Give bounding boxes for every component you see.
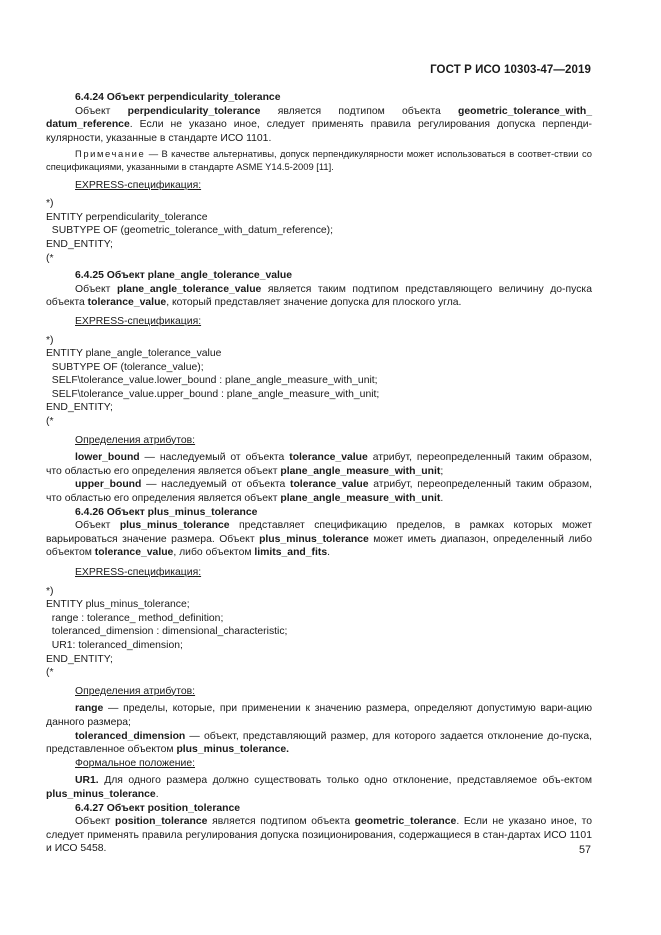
attribute-definition (46, 702, 592, 729)
attribute-definition (46, 730, 592, 757)
section-6-4-27-paragraph (46, 815, 592, 856)
formal-propositions-label: Формальное положение: (75, 757, 195, 769)
code-line: (* (46, 667, 54, 679)
entity-name: geometric_tolerance (354, 816, 457, 828)
text: Для одного размера должно существовать только одно отклонение, представляемое объ-ектом (98, 775, 592, 787)
text: , который представляет значение допуска для плоского угла. (166, 297, 462, 309)
section-6-4-25-paragraph (46, 283, 592, 310)
entity-name: position_tolerance (115, 816, 208, 828)
entity-name: limits_and_fits (254, 547, 328, 559)
text: . (440, 493, 444, 505)
code-line: SELF\tolerance_value.lower_bound : plane_angle_measure_with_unit; (46, 375, 378, 387)
entity-name: plus_minus_tolerance (119, 520, 230, 532)
code-line: END_ENTITY; (46, 238, 113, 250)
code-line: toleranced_dimension : dimensional_characteristic; (46, 626, 288, 638)
note-text: — В качестве альтернативы, допуск перпендикулярности может использоваться в соответ-ствии со спецификациями, указанными в стандарте ASME Y14.5-2009 [11]. (46, 148, 592, 172)
text: представляет спецификацию пределов, в рамках которых может варьироваться значение размера. Объект (46, 520, 592, 545)
code-line: range : tolerance_ method_definition; (46, 612, 224, 624)
section-heading-6-4-25: 6.4.25 Объект plane_angle_tolerance_value (75, 270, 293, 282)
attribute-name: toleranced_dimension (75, 730, 186, 742)
attribute-definition (46, 451, 592, 478)
entity-name: perpendicularity_tolerance (127, 105, 261, 117)
text: атрибут, переопределенный таким образом, что областью его определения является объект (46, 479, 592, 505)
text: — наследуемый от объекта (141, 479, 290, 491)
code-line: END_ENTITY; (46, 653, 113, 665)
text: Объект (75, 105, 128, 117)
text: является таким подтипом представляющего величину до-пуска объекта (46, 283, 592, 309)
text: . Если не указано иное, то следует применять правила регулирования допуска позиционирования, содержащиеся в стан-дартах ИСО 1101 и ИСО 5458. (46, 816, 592, 855)
entity-name: geometric_tolerance_with_ datum_reference (46, 105, 592, 131)
entity-name: plus_minus_tolerance (259, 533, 369, 545)
code-line: (* (46, 416, 54, 428)
page-content (46, 91, 592, 856)
code-line: UR1: toleranced_dimension; (46, 639, 183, 651)
section-6-4-24-paragraph (46, 105, 592, 146)
formal-proposition (46, 774, 592, 801)
text: , либо объектом (173, 547, 255, 559)
code-line: SELF\tolerance_value.upper_bound : plane_angle_measure_with_unit; (46, 388, 380, 400)
attribute-name: upper_bound (75, 479, 142, 491)
attribute-definitions-label: Определения атрибутов: (75, 434, 196, 446)
rule-label: UR1. (75, 775, 99, 787)
attribute-name: lower_bound (75, 452, 140, 464)
code-line: ENTITY plus_minus_tolerance; (46, 599, 190, 611)
text: . Если не указано иное, следует применять правила регулирования допуска перпенди-кулярности, указанные в стандарте ИСО 1101. (46, 119, 592, 144)
express-spec-label: EXPRESS-спецификация: (75, 567, 202, 578)
code-line: *) (46, 334, 54, 346)
attribute-name: range (75, 703, 104, 715)
attribute-definitions-label: Определения атрибутов: (75, 685, 196, 697)
text: является подтипом объекта (207, 816, 355, 828)
section-heading-6-4-24: 6.4.24 Объект perpendicularity_tolerance (75, 92, 281, 103)
text: — пределы, которые, при применении к значению размера, определяют допустимую вари-ацию данного размера; (46, 703, 592, 728)
code-line: ENTITY plane_angle_tolerance_value (46, 348, 222, 360)
code-line: SUBTYPE OF (geometric_tolerance_with_datum_reference); (46, 225, 334, 237)
standard-header: ГОСТ Р ИСО 10303-47—2019 (430, 64, 591, 76)
entity-name: plus_minus_tolerance. (176, 744, 290, 756)
text: атрибут, переопределенный таким образом, что областью его определения является объект (46, 452, 592, 477)
attribute-definition (46, 478, 592, 505)
express-spec-label: EXPRESS-спецификация: (75, 179, 202, 191)
code-line: (* (46, 252, 54, 264)
text: Объект (75, 520, 120, 532)
text: — объект, представляющий размер, для которого задается отклонение до-пуска, представленное объектом (46, 730, 592, 756)
section-6-4-26-paragraph (46, 519, 592, 560)
text: . (327, 547, 331, 559)
section-heading-6-4-26: 6.4.26 Объект plus_minus_tolerance (75, 506, 258, 518)
text: является подтипом объекта (260, 105, 459, 117)
entity-name: plane_angle_measure_with_unit (280, 493, 441, 505)
text: — наследуемый от объекта (139, 452, 290, 464)
text: . (155, 788, 159, 800)
text: может иметь диапазон, определенный либо объектом (46, 533, 592, 559)
page-number: 57 (578, 844, 591, 856)
entity-name: plane_angle_measure_with_unit (280, 465, 441, 477)
entity-name: tolerance_value (289, 452, 368, 464)
text: Объект (75, 816, 116, 828)
text: Объект (75, 283, 117, 295)
note-paragraph (46, 148, 592, 173)
code-line: SUBTYPE OF (tolerance_value); (46, 361, 204, 373)
note-label: Примечание (75, 148, 146, 160)
entity-name: tolerance_value (87, 297, 167, 309)
express-spec-label: EXPRESS-спецификация: (75, 315, 202, 327)
section-heading-6-4-27: 6.4.27 Объект position_tolerance (75, 802, 241, 814)
text: ; (440, 465, 444, 477)
entity-name: plus_minus_tolerance (46, 788, 156, 800)
code-line: *) (46, 198, 54, 210)
entity-name: plane_angle_tolerance_value (116, 283, 262, 295)
code-line: *) (46, 585, 54, 597)
entity-name: tolerance_value (290, 479, 369, 491)
code-line: ENTITY perpendicularity_tolerance (46, 211, 208, 223)
code-line: END_ENTITY; (46, 402, 113, 414)
entity-name: tolerance_value (94, 547, 174, 559)
